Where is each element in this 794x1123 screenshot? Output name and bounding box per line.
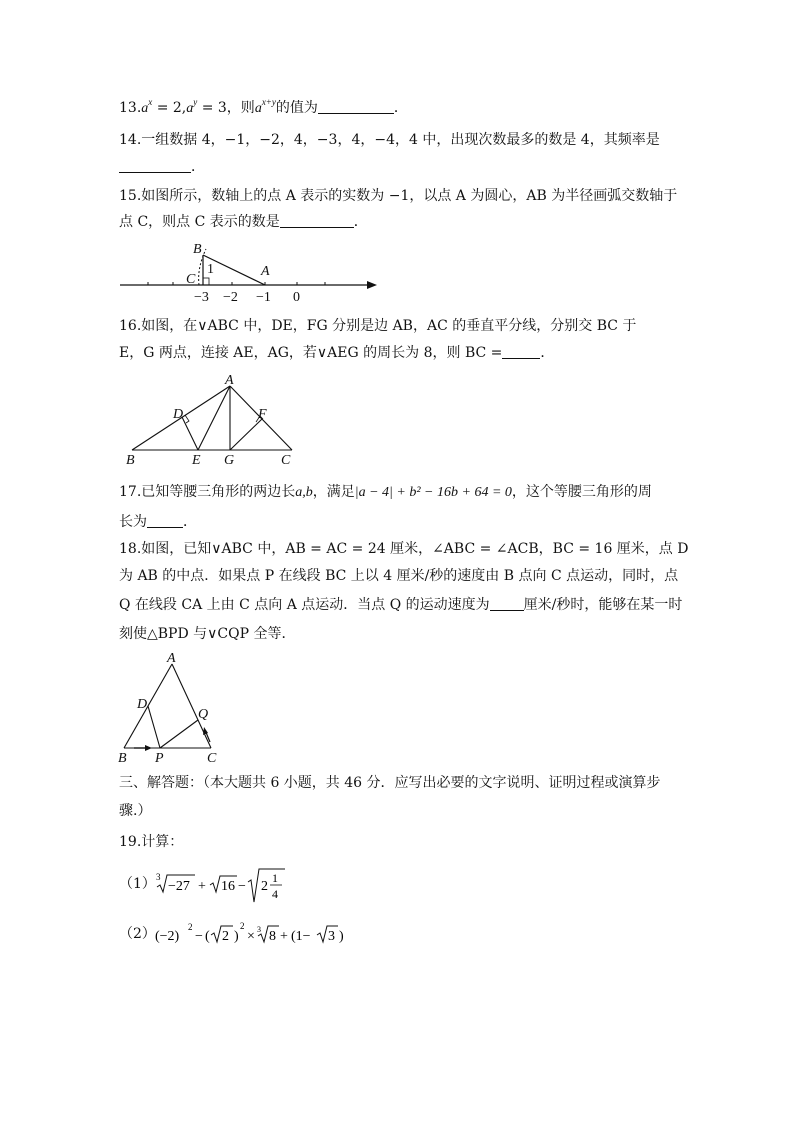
question-19 (119, 832, 183, 852)
q17-end: ． (183, 514, 197, 530)
q15-end: ． (353, 214, 368, 230)
arrow-Q-icon (203, 727, 208, 735)
q18-text2: 为 AB 的中点．如果点 P 在线段 BC 上以 4 厘米/秒的速度由 B 点向 C 点运动，同时，点 (119, 568, 679, 584)
number-line-figure (115, 238, 385, 308)
question-15-line2 (119, 212, 368, 232)
q19-p2-lparen: ( (205, 929, 210, 944)
q19-p2-exp2: 2 (240, 921, 245, 931)
q18-text3: Q 在线段 CA 上由 C 点向 A 点运动．当点 Q 的运动速度为 (119, 597, 490, 613)
q19-p1-radicand-2: 16 (221, 879, 235, 894)
triangle-figure-18 (112, 650, 232, 768)
question-18 (119, 539, 688, 559)
cube-root-index: 3 (156, 872, 161, 882)
q19-p2-radicand: 2 (222, 929, 229, 944)
q13-var-a2: a (186, 101, 194, 116)
q19-p1-plus: + (198, 879, 206, 894)
cube-root-index-2: 3 (257, 925, 261, 934)
q13-end: ． (393, 100, 408, 116)
q13-exp-y: y (193, 97, 198, 107)
label-A: A (167, 651, 176, 666)
q19-p2-label: （2） (119, 926, 156, 942)
section-3-text2: 骤.） (119, 803, 152, 819)
tick-label-zero: 0 (293, 290, 300, 305)
label-B: B (126, 453, 135, 468)
q18-answer-blank[interactable] (490, 596, 524, 611)
q19-p1-minus: − (238, 879, 246, 894)
q18-text: 18.如图，已知∨ABC 中，AB = AC = 24 厘米，∠ABC = ∠ACB，BC = 16 厘米，点 D (119, 541, 689, 557)
q19-p2-radicand-3: 3 (328, 929, 335, 944)
q13-text: = 2, (152, 100, 187, 116)
label-D: D (137, 697, 148, 712)
q19-p2-term1: (−2) (155, 929, 180, 944)
arrow-P-icon (145, 745, 152, 751)
q15-text2: 点 C，则点 C 表示的数是 (119, 214, 280, 230)
q17-answer-blank[interactable] (147, 513, 183, 528)
label-E: E (192, 453, 201, 468)
q17-vars: a,b (295, 485, 313, 500)
q14-end: ． (191, 159, 205, 175)
question-13 (119, 98, 408, 119)
tick-label-neg1: −1 (256, 290, 271, 305)
q18-text4: 厘米/秒时，能够在某一时 (523, 597, 683, 613)
q19-title: 19.计算： (119, 834, 184, 850)
section-3-heading (119, 773, 661, 793)
q13-text2: = 3，则 (197, 100, 255, 116)
q16-answer-blank[interactable] (502, 344, 540, 359)
axis-arrow-icon (367, 281, 377, 289)
q17-text2: ，满足 (312, 484, 355, 500)
section-3-heading-line2 (119, 801, 151, 821)
q19-p2-rparen-2: ) (339, 929, 344, 944)
question-18-line2 (119, 566, 678, 586)
triangle-figure-16 (122, 372, 312, 468)
q19-p2-expression (155, 920, 355, 950)
question-14 (119, 130, 660, 150)
q19-p1-label: （1） (119, 876, 156, 892)
q19-p2-cube-radicand: 8 (269, 929, 276, 944)
question-16 (119, 316, 636, 336)
q19-p2-times: × (247, 929, 255, 944)
label-B: B (193, 242, 202, 257)
tick-label-neg2: −2 (223, 290, 238, 305)
q13-number: 13. (119, 100, 142, 116)
label-F: F (258, 407, 267, 422)
q17-text4: 长为 (119, 514, 147, 530)
q16-text: 16.如图，在∨ABC 中，DE，FG 分别是边 AB，AC 的垂直平分线，分别交 BC 于 (119, 318, 637, 334)
q13-var-a: a (141, 101, 149, 116)
q16-end: ． (540, 345, 555, 361)
q19-p2-exp1: 2 (188, 922, 193, 932)
question-15 (119, 186, 677, 206)
q15-answer-blank[interactable] (280, 213, 354, 228)
label-C: C (186, 272, 196, 287)
q19-p1-whole: 2 (261, 879, 268, 894)
section-3-text: 三、解答题：（本大题共 6 小题，共 46 分．应写出必要的文字说明、证明过程或演算步 (119, 775, 661, 791)
q13-var-a3: a (254, 101, 262, 116)
right-angle-mark (203, 278, 209, 285)
label-G: G (224, 453, 235, 468)
q17-text: 17.已知等腰三角形的两边长 (119, 484, 296, 500)
label-A: A (261, 264, 270, 279)
q19-p1-radicand-1: −27 (168, 879, 190, 894)
q19-p1-expression (155, 868, 305, 904)
q16-text2: E，G 两点，连接 AE，AG，若∨AEG 的周长为 8，则 BC = (119, 345, 503, 361)
tick-label-neg3: −3 (194, 290, 209, 305)
label-C: C (281, 453, 291, 468)
q17-text3: ，这个等腰三角形的周 (511, 484, 652, 500)
q17-equation: |a − 4| + b² − 16b + 64 = 0 (354, 485, 512, 500)
label-Q: Q (198, 707, 209, 722)
q15-text: 15.如图所示，数轴上的点 A 表示的实数为 −1，以点 A 为圆心，AB 为半径画弧交数轴于 (119, 188, 678, 204)
label-P: P (155, 751, 164, 766)
label-A: A (225, 373, 234, 388)
q14-text: 14.一组数据 4，−1，−2，4，−3，4，−4，4 中，出现次数最多的数是 4，其频率是 (119, 132, 660, 148)
question-18-line3 (119, 595, 682, 615)
q19-p2-rparen: ) (234, 929, 239, 944)
label-B: B (118, 751, 127, 766)
q18-text5: 刻使△BPD 与∨CQP 全等． (119, 626, 296, 642)
q13-text3: 的值为 (275, 100, 318, 116)
label-one: 1 (207, 262, 214, 277)
q19-p1-denominator: 4 (272, 887, 278, 901)
q19-p1-numerator: 1 (272, 871, 278, 885)
q14-answer-blank[interactable] (119, 158, 191, 173)
label-D: D (173, 407, 184, 422)
q19-p2-minus: − (195, 929, 203, 944)
question-18-line4 (119, 624, 295, 644)
q13-exp-xy: x+y (261, 97, 276, 107)
q13-exp-x: x (148, 97, 153, 107)
q19-p2-term3: (1− (291, 929, 311, 944)
question-17-line2 (119, 512, 197, 532)
question-16-line2 (119, 343, 554, 363)
q19-p2-plus: + (280, 929, 288, 944)
label-C: C (207, 751, 217, 766)
q13-answer-blank[interactable] (318, 99, 394, 114)
question-17 (119, 482, 652, 503)
question-14-line2 (119, 157, 205, 177)
